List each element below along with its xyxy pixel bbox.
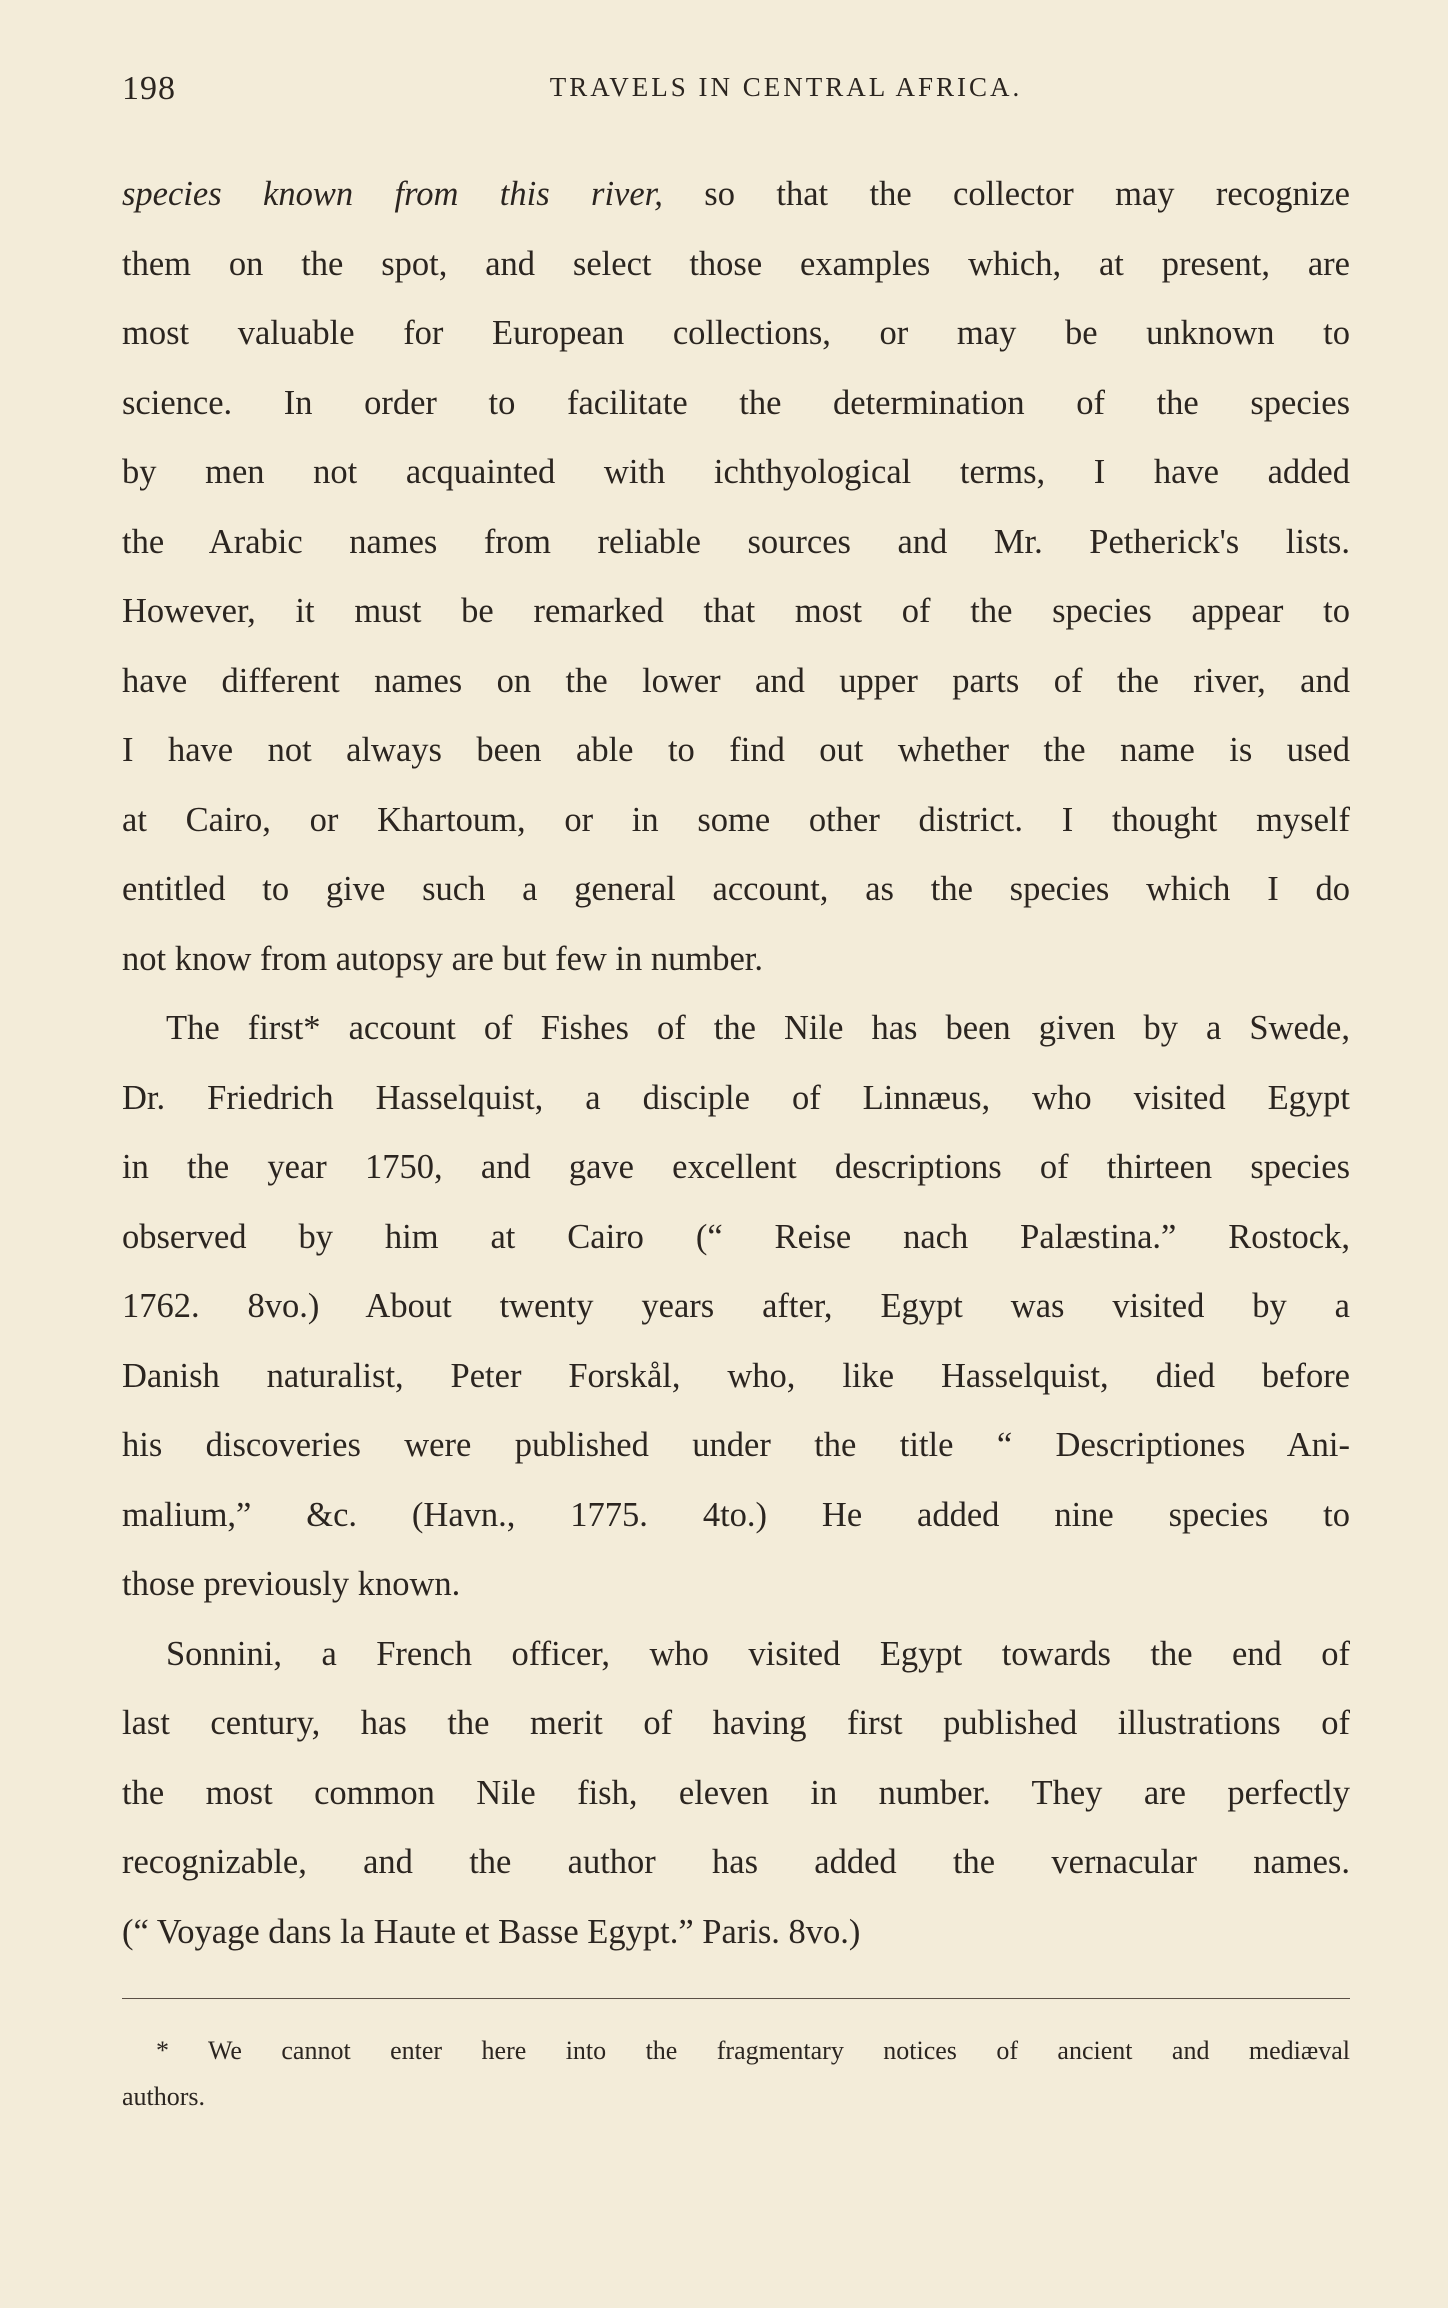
text-line: not know from autopsy are but few in number. (122, 939, 763, 978)
text-run: so that the collector may recognize (662, 175, 1351, 213)
footnote (122, 2028, 1350, 2120)
text-line: science. In order to facilitate the determination of the species (122, 383, 1350, 422)
text-line: However, it must be remarked that most of the species appear to (122, 592, 1350, 630)
text-line: I have not always been able to find out whether the name is used (122, 731, 1350, 769)
footnote-line: * We cannot enter here into the fragmentary notices of ancient and mediæval (156, 2036, 1350, 2065)
text-line: most valuable for European collections, or may be unknown to (122, 314, 1350, 352)
text-line: malium,” &c. (Havn., 1775. 4to.) He added nine species to (122, 1495, 1350, 1534)
running-title: TRAVELS IN CENTRAL AFRICA. (549, 72, 1023, 102)
page-number: 198 (122, 70, 176, 107)
paragraph-first-line: The first* account of Fishes of the Nile has been given by a Swede, (166, 1009, 1350, 1047)
text-line (122, 160, 1350, 230)
paragraph-first-line: Sonnini, a French officer, who visited Egypt towards the end of (166, 1634, 1350, 1673)
text-line: his discoveries were published under the title “ Descriptiones Ani- (122, 1426, 1350, 1464)
text-line: in the year 1750, and gave excellent descriptions of thirteen species (122, 1148, 1350, 1186)
text-line: at Cairo, or Khartoum, or in some other district. I thought myself (122, 800, 1350, 839)
text-line: have different names on the lower and upper parts of the river, and (122, 661, 1350, 700)
text-line: the most common Nile fish, eleven in number. They are perfectly (122, 1773, 1350, 1812)
italic-phrase: species known from this river, (122, 175, 663, 213)
text-line: Danish naturalist, Peter Forskål, who, like Hasselquist, died before (122, 1356, 1350, 1395)
text-line: recognizable, and the author has added the vernacular names. (122, 1843, 1350, 1881)
footnote-rule (122, 1998, 1350, 1999)
text-line: them on the spot, and select those examples which, at present, are (122, 244, 1350, 283)
text-line: entitled to give such a general account, as the species which I do (122, 870, 1350, 908)
text-line: Dr. Friedrich Hasselquist, a disciple of Linnæus, who visited Egypt (122, 1078, 1350, 1117)
text-line: 1762. 8vo.) About twenty years after, Egypt was visited by a (122, 1287, 1350, 1325)
text-line: observed by him at Cairo (“ Reise nach Palæstina.” Rostock, (122, 1217, 1350, 1256)
footnote-line: authors. (122, 2082, 206, 2111)
body-text (122, 160, 1350, 1967)
text-line: the Arabic names from reliable sources and Mr. Petherick's lists. (122, 522, 1350, 561)
text-line: last century, has the merit of having first published illustrations of (122, 1704, 1350, 1742)
text-line: by men not acquainted with ichthyological terms, I have added (122, 453, 1350, 491)
text-line: those previously known. (122, 1565, 461, 1603)
running-head (122, 70, 1350, 110)
text-line: (“ Voyage dans la Haute et Basse Egypt.” Paris. 8vo.) (122, 1912, 861, 1951)
